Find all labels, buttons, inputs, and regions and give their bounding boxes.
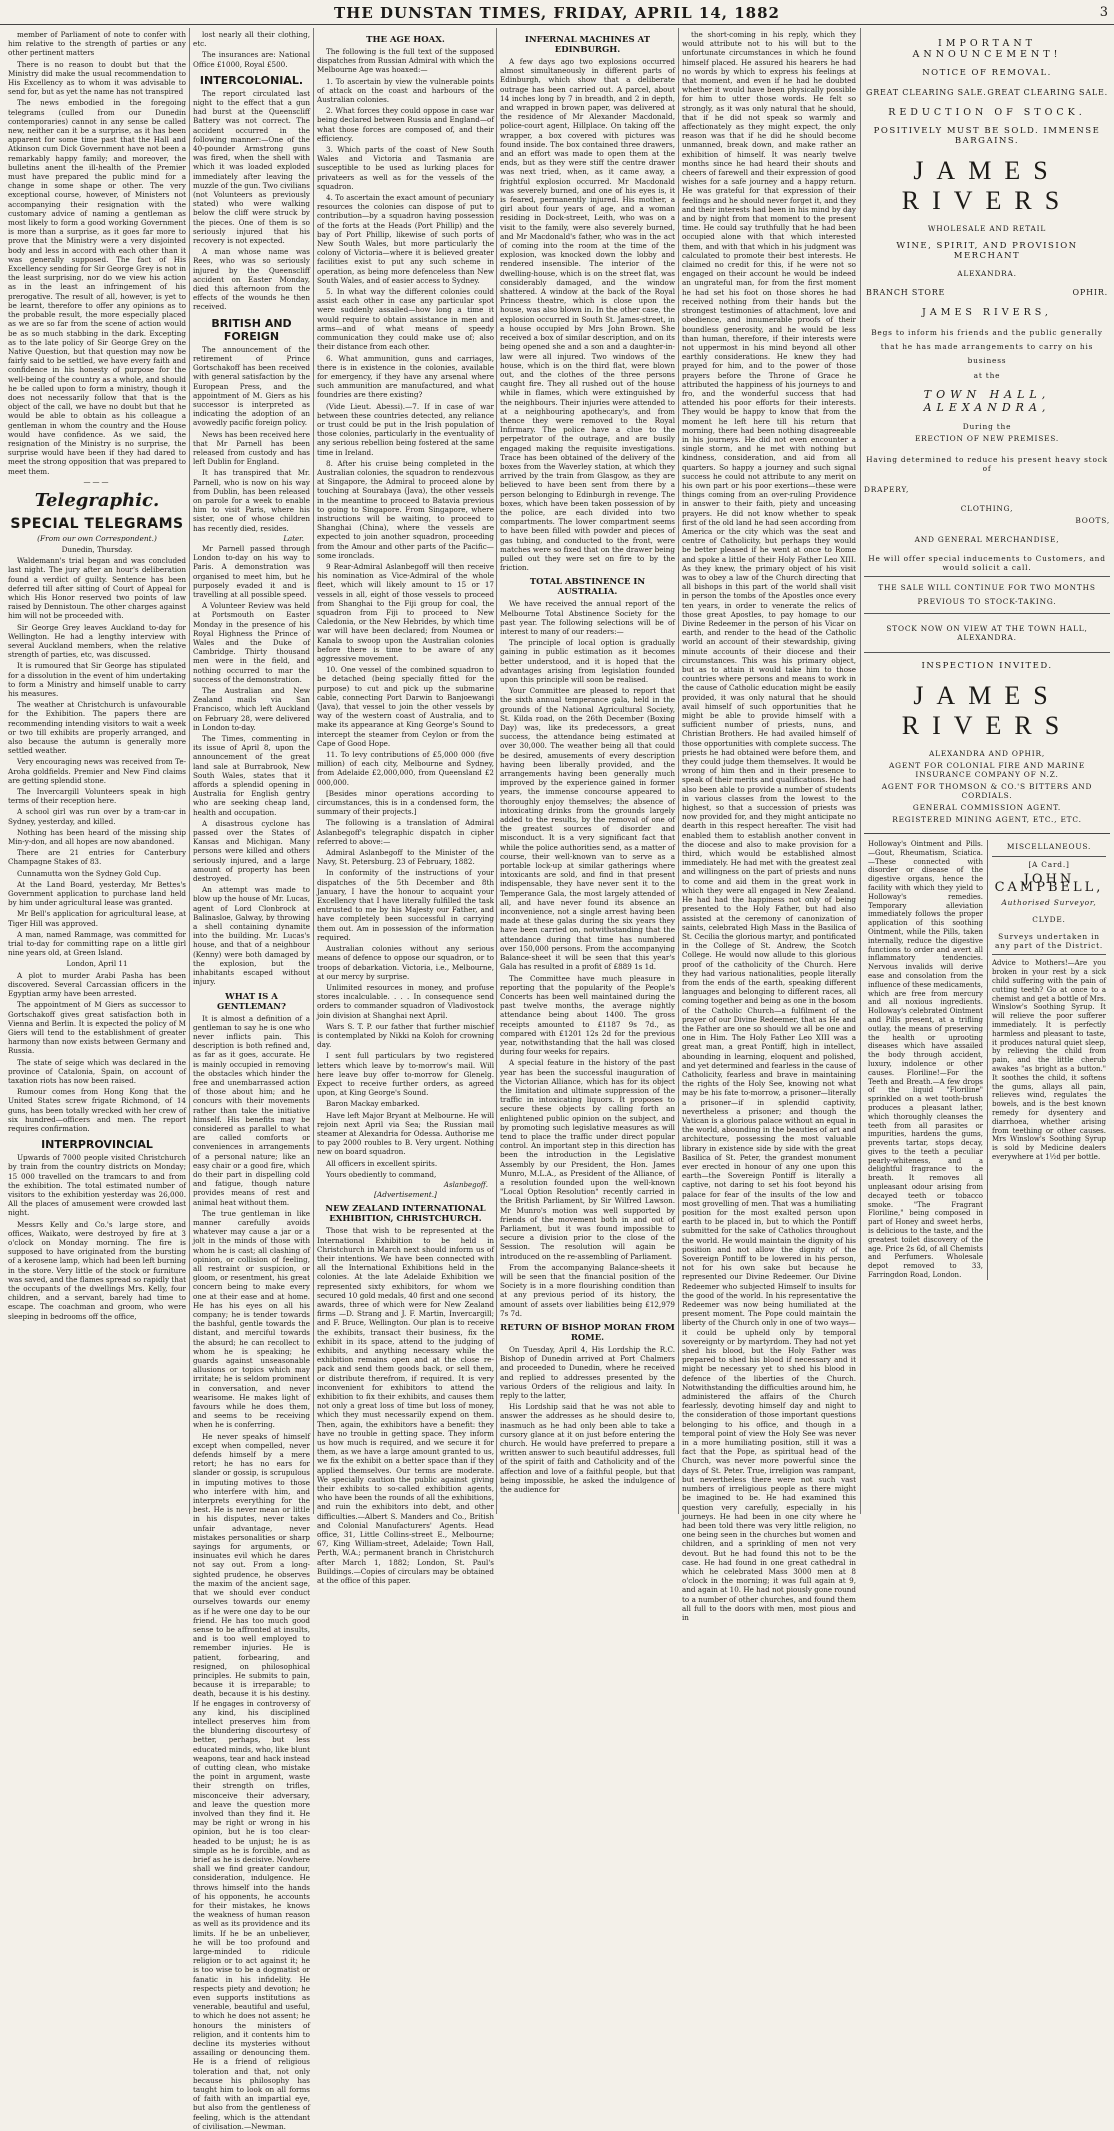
article-paragraph: Wars S. T. P. our father that further mischief is contemplated by Nikki na Koloh for crowning day. — [317, 1022, 494, 1050]
article-paragraph: A plot to murder Arabi Pasha has been discovered. Several Carcassian officers in the Egyptian army have been arrested. — [8, 971, 186, 999]
agent-bitters: AGENT FOR THOMSON & CO.'S BITTERS AND CORDIALS. — [864, 782, 1110, 800]
john-campbell-name: JOHN CAMPBELL, — [992, 876, 1106, 894]
alexandra-ophir: ALEXANDRA AND OPHIR, — [864, 749, 1110, 758]
article-paragraph: The state of seige which was declared in the province of Catalonia, Spain, on account of taxation riots has now been raised. — [8, 1058, 186, 1086]
exhibition-items — [317, 1226, 494, 1585]
article-paragraph: A man whose name was Rees, who was so seriously injured by the Queenscliff accident on Easter Monday, died this afternoon from the effects of the wounds he then received. — [193, 247, 310, 311]
article-paragraph: Sir George Grey leaves Auckland to-day for Wellington. He had a lengthy interview with several Auckland members, when the relative strength of parties, etc, was discussed. — [8, 623, 186, 660]
agent-commission: GENERAL COMMISSION AGENT. — [864, 803, 1110, 812]
article-paragraph: 8. After his cruise being completed in the Australian colonies, the squadron to rendezvous at Singapore, the Admiral to proceed alone by touching at Sourabaya (Java), the other vessels in the meantime to proceed to Batavia previous to going to Singapore. From Singapore, where instructions will be waiting, to proceed to Shanghai (China), where the vessels are expected to join another squadron, proceeding from the Amour and other parts of the Pacific—some ironclads. — [317, 459, 494, 560]
later-items — [193, 544, 310, 987]
article-paragraph: member of Parliament of note to confer with him relative to the strength of parties or any other pertinent matters — [8, 30, 186, 58]
moran-continued — [682, 30, 856, 1622]
london-items — [8, 971, 186, 1133]
article-paragraph: A special feature in the history of the past year has been the successful inauguration of the Victorian Alliance, which has for its object the limitation and ultimate suppression of the traffic in intoxicating liquors. It proposes to secure these objects by calling forth an enlightened public opinion on the subject, and by promoting such legislative measures as will tend to place the traffic under direct popular control. An important step in this direction has been the introduction in the Legislative Assembly by our President, the Hon. James Munro, M.L.A., as President of the Alliance, of a resolution founded upon the well-known "Local Option Resolution" recently carried in the British Parliament, by Sir Wilfred Lawson. Mr Munro's motion was well supported by friends of the movement both in and out of Parliament, but it was found impossible to secure a division prior to the close of the Session. The resolution will again be introduced on the re-assembling of Parliament. — [500, 1058, 675, 1260]
article-paragraph: The Times, commenting in its issue of April 8, upon the announcement of the great land sale at Burrabrook, New South Wales, states that it affords a splendid opening in Australia for English gentry who are seeking cheap land, health and occupation. — [193, 734, 310, 817]
article-paragraph: On Tuesday, April 4, His Lordship the R.C. Bishop of Dunedin arrived at Port Chalmers and proceeded to Dunedin, where he received and replied to addresses presented by the various Orders of the religious and laity. In reply to the latter, — [500, 1345, 675, 1400]
column-1 — [8, 30, 186, 1512]
article-paragraph: A few days ago two explosions occurred almost simultaneously in different parts of Edinburgh, which show that a deliberate outrage has been carried out. A parcel, about 14 inches long by 7 in breadth, and 2 in depth, and wrapped in brown paper, was delivered at the residence of Mr Alexander Macdonald, police-court agent, Hillplace. On taking off the wrapper, a box covered with pictures was found inside. The box contained three drawers, and an effort was made to open them at the ends, but as they were stiff the centre drawer was next tried, when, as it came away, a frightful explosion occurred. Mr Macdonald was severely burned, and one of his eyes is, it is feared, permanently injured. His mother, a girl about four years of age, and a woman residing in Dock-street, Leith, who was on a visit to the family, were also severely burned, and Mr Macdonald's father, who was in the act of coming into the room at the time of the explosion, was knocked down the lobby and rendered insensible. The interior of the dwelling-house, which is on the street flat, was considerably damaged, and the window shattered. A window at the back of the Royal Princess theatre, which is close upon the house, was also blown in. In the other case, the explosion occurred in South St. James-street, in a house occupied by Mrs John Brown. She received a box of similar description, and on its being opened she and a son and a daughter-in-law were all injured. Two windows of the house, which is on the third flat, were blown out, and the clothes of the three persons caught fire. They all rushed out of the house while in flames, which were extinguished by the neighbours. Their injuries were attended to at a neighbouring apothecary's, and from thence they were removed to the Royal Infirmary. The police have a clue to the perpetrator of the outrage, and are busily engaged making the requisite investigations. Trace has been obtained of the delivery of the boxes from the Waverley station, at which they arrived by the train from Glasgow, as they are believed to have been sent from there by a person belonging to Edinburgh in revenge. The boxes, which have been taken possession of by the police, are each divided into two compartments. The lower compartment seems to have been filled with powder and pieces of gas tubing, and conducted to the front, were matches were so fixed that on the drawer being pulled out they were set on fire to by the friction. — [500, 57, 675, 572]
branch-store-label: BRANCH STORE — [866, 288, 945, 297]
article-paragraph: A Volunteer Review was held at Portsmouth on Easter Monday in the presence of his Royal Highness the Prince of Wales and the Duke of Cambridge. Thirty thousand men were in the field, and nothing occurred to mar the success of the demonstration. — [193, 601, 310, 684]
article-paragraph: The following is the full text of the supposed dispatches from Russian Admiral with which the Melbourne Age was hoaxed:— — [317, 47, 494, 75]
ornament-divider: ——— — [8, 478, 186, 486]
having-determined: Having determined to reduce his present heavy stock of — [864, 455, 1110, 473]
article-paragraph: 4. To ascertain the exact amount of pecuniary resources the colonies can dispose of put to contribution—by a squadron having possession of the forts at the Heads (Port Phillip) and the bay of Port Phillip, likewise of such ports of New South Wales, but more particularly the colony of Victoria—where it is believed greater facilities exist to put any such scheme in operation, as being more defenceless than New South Wales, and of easier access to Sydney. — [317, 193, 494, 285]
surveyor-title: Authorised Surveyor, — [992, 899, 1106, 908]
mothers-advert: Advice to Mothers!—Are you broken in your rest by a sick child suffering with the pain of cutting teeth? Go at once to a chemist and get a bottle of Mrs. Winslow's Soothing Syrup. It will relieve the poor sufferer immediately. It is perfectly harmless and pleasant to taste, it produces natural quiet sleep, by relieving the child from pain, and the little cherub awakes "as bright as a button." It soothes the child, it softens the gums, allays all pain, relieves wind, regulates the bowels, and is the best known remedy for dysentery and diarrhoea, whether arising from teething or other causes. Mrs Winslow's Soothing Syrup is sold by Medicine dealers everywhere at 1½d per bottle. — [992, 959, 1106, 1161]
article-paragraph: Cunnamutta won the Sydney Gold Cup. — [8, 869, 186, 878]
infernal-machines-heading: INFERNAL MACHINES AT EDINBURGH. — [500, 35, 675, 55]
article-paragraph: A man, named Rammage, was committed for trial to-day for committing rape on a little girl nine years old, at Green Island. — [8, 930, 186, 958]
branch-ophir-label: OPHIR. — [1073, 288, 1108, 297]
general-merchandise: AND GENERAL MERCHANDISE, — [864, 535, 1110, 544]
holloway-advert: Holloway's Ointment and Pills.—Gout, Rheumatism, Sciatica.—These connected with disorder or disease of the digestive organs, hence the facility with which they yield to Holloway's remedies. Temporary alleviation immediately follows the proper application of this soothing Ointment, while the Pills, taken internally, reduce the digestive functions to order and avert all inflammatory tendencies. Nervous invalids will derive ease and consolation from the influence of these medicaments, which are free from mercury and all noxious ingredients. Holloway's celebrated Ointment and Pills present, at a trifling outlay, the means of preserving the health or uprooting diseases which have assailed the body through accident, luxury, indolence or other causes. Floriline!—For the Teeth and Breath.—A few drops of the liquid "Floriline" sprinkled on a wet tooth-brush produces a pleasant lather, which thoroughly cleanses the teeth from all parasites or impurities, hardens the gums, prevents tartar, stops decay, gives to the teeth a peculiar pearly-whiteness, and a delightful fragrance to the breath. It removes all unpleasant odour arising from decayed teeth or tobacco smoke. "The Fragrant Floriline," being composed in part of Honey and sweet herbs, is delicious to the taste, and the greatest toilet discovery of the age. Price 2s 6d, of all Chemists and Perfumers. Wholesale depot removed to 33, Farringdon Road, London. — [864, 840, 987, 1280]
agent-insurance: AGENT FOR COLONIAL FIRE AND MARINE INSURANCE COMPANY OF N.Z. — [864, 761, 1110, 779]
gentleman-items — [193, 1014, 310, 2131]
article-paragraph: There is no reason to doubt but that the Ministry did make the usual recommendation to His Excellency as to whom it was advisable to send for, but as yet the name has not transpired — [8, 60, 186, 97]
advert-rule — [864, 613, 1110, 614]
james-rivers-sub: JAMES RIVERS, — [864, 307, 1110, 318]
article-paragraph: lost nearly all their clothing, etc. — [193, 30, 310, 48]
advert-rule — [864, 576, 1110, 577]
column-3 — [317, 30, 494, 1512]
during-the: During the — [864, 422, 1110, 431]
article-paragraph: 3. Which parts of the coast of New South Wales and Victoria and Tasmania are susceptible to be used as lurking places for privateers as well as for the vessels of the squadron. — [317, 145, 494, 191]
article-paragraph: We have received the annual report of the Melbourne Total Abstinence Society for the past year. The following selections will be of interest to many of our readers:— — [500, 599, 675, 636]
clearing-sale-right: GREAT CLEARING SALE. — [987, 88, 1108, 97]
article-paragraph: He never speaks of himself except when compelled, never defends himself by a mere retort; he has no ears for slander or gossip, is scrupulous in imputing motives to those who interfere with him, and interprets everything for the best. He is never mean or little in his disputes, never takes unfair advantage, never mistakes personalities or sharp sayings for arguments, or insinuates evil which he dares not say out. From a long-sighted prudence, he observes the maxim of the ancient sage, that we should ever conduct ourselves towards our enemy as if he were one day to be our friend. He has too much good sense to be affronted at insults, and is too well employed to remember injuries. He is patient, forbearing, and resigned, on philosophical principles. He submits to pain, because it is irreparable; to death, because it is his destiny. If he engages in controversy of any kind, his disciplined intellect preserves him from the blundering discourtesy of better, perhaps, but less educated minds, who, like blunt weapons, tear and hack instead of cutting clean, who mistake the point in argument, waste their strength on trifles, misconceive their adversary, and leave the question more involved than they find it. He may be right or wrong in his opinion, but he is too clear-headed to be unjust; he is as simple as he is forcible, and as brief as he is decisive. Nowhere shall we find greater candour, consideration, indulgence. He throws himself into the hands of his opponents, he accounts for their mistakes, he knows the weakness of human reason as well as its providence and its limits. If he be an unbeliever, he will be too profound and large-minded to ridicule religion or to act against it; he is too wise to be a dogmatist or fanatic in his infidelity. He respects piety and devotion; he even supports institutions as venerable, beautiful and useful, to which he does not assent; he honours the ministers of religion, and it contents him to decline its mysteries without assailing or denouncing them. He is a friend of religious toleration and that, not only because his philosophy has taught him to look on all forms of faith with an impartial eye, but also from the gentleness of feeling, which is the attendant of civilisation.—Newman. — [193, 1432, 310, 2131]
sale-continue: THE SALE WILL CONTINUE FOR TWO MONTHS PREVIOUS TO STOCK-TAKING. — [864, 581, 1110, 609]
surveys-note: Surveys undertaken in any part of the District. — [992, 933, 1106, 951]
branch-store-row — [866, 288, 1108, 297]
article-paragraph: The following is a translation of Admiral Aslanbegoff's telegraphic dispatch in cipher referred to above:— — [317, 818, 494, 846]
telegraphic-heading: Telegraphic. — [8, 491, 186, 511]
wine-spirit-merchant: WINE, SPIRIT, AND PROVISION MERCHANT — [864, 241, 1110, 261]
article-paragraph: (Vide Lieut. Abessi).—7. If in case of war between these countries detected, any reliance or trust could be put in the Irish population of those colonies, particularly in the eventuality of any serious rebellion being fostered at the same time in Ireland. — [317, 402, 494, 457]
special-telegrams-heading: SPECIAL TELEGRAMS — [8, 516, 186, 532]
advertisement-label: [Advertisement.] — [317, 1190, 494, 1199]
begs-to-inform: Begs to inform his friends and the public generally that he has made arrangements to carry on his business — [864, 326, 1110, 368]
article-paragraph: It is almost a definition of a gentleman to say he is one who never inflicts pain. This description is both refined and, as far as it goes, accurate. He is mainly occupied in removing the obstacles which hinder the free and unembarrassed action of those about him; and he concurs with their movements rather than take the initiative himself. His benefits may be considered as parallel to what are called comforts or conveniences in arrangements of a personal nature; like an easy chair or a good fire, which do their part in dispelling cold and fatigue, though nature provides means of rest and animal heat without them. — [193, 1014, 310, 1207]
article-paragraph: Have left Major Bryant at Melbourne. He will rejoin next April via Sea; the Russian mail steamer at Alexandria for Odessa. Authorise me to pay 2000 roubles to B. Very urgent. Nothing new on board squadron. — [317, 1111, 494, 1157]
infernal-items — [500, 57, 675, 572]
card-label: [A Card.] — [992, 861, 1106, 870]
important-announcement: IMPORTANT ANNOUNCEMENT! — [864, 38, 1110, 60]
article-paragraph: The insurances are: National Office £1000, Royal £500. — [193, 50, 310, 68]
interprovincial-heading: INTERPROVINCIAL — [8, 1138, 186, 1151]
erection-new-premises: ERECTION OF NEW PREMISES. — [864, 434, 1110, 443]
signature: Aslanbegoff. — [317, 1181, 488, 1190]
article-paragraph: The appointment of M Giers as successor to Gortschakoff gives great satisfaction both in Vienna and Berlin. It is expected the policy of M Giers will tend to the establishment of greater harmony than now exists between Germany and Russia. — [8, 1000, 186, 1055]
wholesale-retail: WHOLESALE AND RETAIL — [864, 224, 1110, 233]
article-paragraph: Mr Bell's application for agricultural lease, at Tiger Hill was approved. — [8, 909, 186, 927]
intro-paragraphs — [8, 30, 186, 476]
special-inducements: He will offer special inducements to Customers, and would solicit a call. — [864, 554, 1110, 572]
article-paragraph: Mr Parnell passed through London to-day on his way to Paris. A demonstration was organised to meet him, but he purposely evaded it and is travelling at all possible speed. — [193, 544, 310, 599]
advert-rule — [992, 856, 1106, 857]
column-rule — [860, 28, 861, 1514]
article-paragraph: 6. What ammunition, guns and carriages, there is in existence in the colonies, available for emergency, if they have any arsenal where such ammunition are manufactured, and what foundries are there existing? — [317, 354, 494, 400]
james-rivers-advert — [864, 38, 1110, 834]
later-label: Later. — [193, 535, 304, 544]
article-paragraph: A school girl was run over by a tram-car in Sydney, yesterday, and killed. — [8, 807, 186, 825]
correspondent-note: (From our own Correspondent.) — [8, 534, 186, 543]
column-rule — [313, 28, 314, 1514]
article-paragraph: 9 Rear-Admiral Aslanbegoff will then receive his nomination as Vice-Admiral of the whole fleet, which will likely amount to 15 or 17 vessels in all, eight of those vessels to proceed from Shanghai to the Fiji group for coal, the squadron from Fiji to proceed to New Caledonia, or the New Hebrides, by which time war will have been declared; from Noumea or Kanala to swoop upon the Australian colonies before there is time to be aware of any aggressive movement. — [317, 562, 494, 663]
article-paragraph: I sent full particulars by two registered letters which leave by to-morrow's mail. Will here leave buy offer to-morrow for Glenelg. Expect to receive further orders, as agreed upon, at King George's Sound. — [317, 1051, 494, 1097]
article-paragraph: The report circulated last night to the effect that a gun had burst at the Queenscliff Battery was not correct. The accident occurred in the following manner:—One of the 40-pounder Armstrong guns was fired, when the shell with which it was loaded exploded immediately after leaving the muzzle of the gun. Two civilians (not Volunteers as previously stated) who were walking below the cliff were struck by the pieces. One of them is so seriously injured that his recovery is not expected. — [193, 89, 310, 245]
interprovincial-items — [8, 1153, 186, 1321]
miscellaneous-heading: MISCELLANEOUS. — [992, 843, 1106, 852]
article-paragraph: 2. What forces they could oppose in case war being declared between Russia and England—of what those forces are composed of, and their efficiency. — [317, 106, 494, 143]
dateline-london: London, April 11 — [8, 959, 186, 968]
total-abstinence-heading: TOTAL ABSTINENCE IN AUSTRALIA. — [500, 577, 675, 597]
newspaper-title: THE DUNSTAN TIMES, FRIDAY, APRIL 14, 1882 — [0, 4, 1114, 22]
article-paragraph: Admiral Aslanbegoff to the Minister of the Navy, St. Petersburg. 23 of February, 1882. — [317, 848, 494, 866]
positively-sold: POSITIVELY MUST BE SOLD. IMMENSE BARGAINS. — [864, 126, 1110, 146]
agent-mining: REGISTERED MINING AGENT, ETC., ETC. — [864, 815, 1110, 824]
abstinence-items — [500, 599, 675, 1318]
article-paragraph: The news embodied in the foregoing telegrams (culled from our Dunedin contemporaries) cannot in any sense be called new, neither can it be a surprise, as it has been apparent for some time past that the Hall and Atkinson cum Dick Government have not been a remarkably happy family; and moreover, the bulletins anent the ill-health of the Premier must have prepared the public mind for a change in some shape or other. The very exceptional course, however, of Ministers not accompanying their resignation with the customary advice of naming a gentleman as most likely to form a good working Government is more than a surprise, as it goes far more to prove that the Ministry were a very disjointed body and less in accord with each other than it was generally supposed. The fact of His Excellency sending for Sir George Grey is not in the least surprising, nor do we view his action as in the least an infringement of his prerogative. The result of all, however, is yet to be learnt, therefore to offer any opinions as to the probable result, the more especially placed as we are so far from the scene of action would be as so much stabbing in the dark. Excepting as to the late policy of Sir George Grey on the Native Question, but that question may now be fairly said to be settled, we have every faith and confidence in his honesty of purpose for the well-being of the country as a whole, and should he be called upon to form a ministry, though it does not necessarily follow that that is the object of the call, we have no doubt but that he would be able to obtain as his colleague a gentleman in whom the country and the House would have confidence. As we said, the resignation of the Ministry is no surprise, the surprise would have been if they had dared to meet the strong opposition that was prepared to meet them. — [8, 98, 186, 475]
article-paragraph: The Committee have much pleasure in reporting that the popularity of the People's Concerts has been well maintained during the past twelve months, the average nightly attendance being about 1400. The gross receipts amounted to £1187 9s 7d., as compared with £1201 12s 2d for the previous year, notwithstanding that the hall was closed during four weeks for repairs. — [500, 974, 675, 1057]
column-4 — [500, 30, 675, 1512]
exhibition-heading: NEW ZEALAND INTERNATIONAL EXHIBITION, CHRISTCHURCH. — [317, 1204, 494, 1224]
miscellaneous-section — [987, 840, 1110, 1280]
intercolonial-heading: INTERCOLONIAL. — [193, 74, 310, 87]
stock-on-view: STOCK NOW ON VIEW AT THE TOWN HALL, ALEXANDRA. — [864, 624, 1110, 642]
moran-items — [500, 1345, 675, 1494]
article-paragraph: 11. To levy contributions of £5,000 000 (five million) of each city, Melbourne and Sydney, from Adelaide £2,000,000, from Queensland £2 000,000. — [317, 750, 494, 787]
advertisement-column — [864, 30, 1110, 1513]
james-rivers-name: JAMES RIVERS — [864, 156, 1110, 216]
article-paragraph: 5. In what way the different colonies could assist each other in case any particular spot were suddenly assailed—how long a time it would require to obtain assistance in men and arms—and of what means of speedy communication they could make use of; also their distance from each other. — [317, 287, 494, 351]
hoax-items — [317, 47, 494, 1179]
boots-label: BOOTS, — [864, 516, 1110, 525]
article-paragraph: It is rumoured that Sir George has stipulated for a dissolution in the event of him undertaking to form a Ministry and himself unable to carry his measures. — [8, 661, 186, 698]
column-2 — [193, 30, 310, 1512]
article-paragraph: All officers in excellent spirits. — [317, 1159, 494, 1168]
article-paragraph: Upwards of 7000 people visited Christchurch by train from the country districts on Monday; 15 000 travelled on the tramcars to and from the exhibition. The total estimated number of visitors to the exhibition yesterday was 26,000. All the places of amusement were crowded last night. — [8, 1153, 186, 1217]
article-paragraph: Messrs Kelly and Co.'s large store, and offices, Waikato, were destroyed by fire at 3 o'clock on Monday morning. The fire is supposed to have originated from the bursting of a kerosene lamp, which had been left burning in the store. Very little of the stock or furniture was saved, and the flames spread so rapidly that the occupants of the dwellings Mrs. Kelly, four children, and a servant, barely had time to escape. The coachman and groom, who were sleeping in bedrooms off the office, — [8, 1220, 186, 1321]
article-paragraph: It has transpired that Mr. Parnell, who is now on his way from Dublin, has been released on parole for a week to enable him to visit Paris, where his sister, one of whose children has recently died, resides. — [193, 468, 310, 532]
column-rule — [189, 28, 190, 1514]
continued-items — [193, 30, 310, 69]
article-paragraph: The Australian and New Zealand mails via San Francisco, which left Auckland on February 28, were delivered in London to-day. — [193, 686, 310, 732]
column-rule — [496, 28, 497, 1514]
page-number: 3 — [1100, 5, 1108, 20]
article-paragraph: News has been received here that Mr Parnell has been released from custody and has left Dublin for England. — [193, 430, 310, 467]
article-paragraph: The announcement of the retirement of Prince Gortschakoff has been received with general satisfaction by the European Press, and the appointment of M. Giers as his successor is interpreted as indicating the adoption of an avowedly pacific foreign policy. — [193, 345, 310, 428]
advert-rule — [864, 652, 1110, 653]
article-paragraph: The weather at Christchurch is unfavourable for the Exhibition. The papers there are recommending intending visitors to wait a week or two till exhibits are properly arranged, and also because the autumn is generally more settled weather. — [8, 700, 186, 755]
article-paragraph: From the accompanying Balance-sheets it will be seen that the financial position of the Society is in a more flourishing condition than at any previous period of its history, the amount of assets over liabilities being £12,979 7s 7d. — [500, 1263, 675, 1318]
age-hoax-heading: THE AGE HOAX. — [317, 35, 494, 45]
article-paragraph: Nothing has been heard of the missing ship Min-y-don, and all hopes are now abandoned. — [8, 828, 186, 846]
james-rivers-name-2: JAMES RIVERS — [864, 681, 1110, 741]
reduction-of-stock: REDUCTION OF STOCK. — [864, 107, 1110, 118]
lower-adverts — [864, 840, 1110, 1280]
bishop-moran-heading: RETURN OF BISHOP MORAN FROM ROME. — [500, 1323, 675, 1343]
article-paragraph: 1. To ascertain by view the vulnerable points of attack on the coast and harbours of the Australian colonies. — [317, 77, 494, 105]
clothing-label: CLOTHING, — [864, 504, 1110, 513]
article-paragraph: The true gentleman in like manner carefully avoids whatever may cause a jar or a jolt in the minds of those with whom he is cast; all clashing of opinion, or collision of feeling, all restraint or suspicion, or gloom, or resentment, his great concern being to make every one at their ease and at home. He has his eyes on all his company; he is tender towards the bashful, gentle towards the distant, and merciful towards the absurd; he can recollect to whom he is speaking; he guards against unseasonable allusions or topics which may irritate; he is seldom prominent in conversation, and never wearisome. He makes light of favours while he does them, and seems to be receiving when he is conferring. — [193, 1209, 310, 1430]
gentleman-heading: WHAT IS A GENTLEMAN? — [193, 992, 310, 1012]
article-paragraph: The principle of local option is gradually gaining in public estimation as it becomes better understood, and it is hoped that the advantages arising from legislation founded upon this principle will soon be realised. — [500, 638, 675, 684]
article-paragraph: At the Land Board, yesterday, Mr Bettes's Government application to purchase land held by him under agricultural lease was granted. — [8, 880, 186, 908]
drapery-label: DRAPERY, — [864, 485, 1110, 494]
article-paragraph: the short-coming in his reply, which they would attribute not to his will but to the unfortunate circumstances in which he found himself placed. He assured his hearers he had no words by which to express his feelings at that moment, and even if he had he doubted whether it would have been physically possible for him to utter those words. He felt so strongly, as it was only natural that he should, that if he did not speak so warmly and affectionately as they might expect, the only reason was that if he did he should become unmanned, break down, and make rather an exhibition of himself. It was nearly twelve months since he had heard their shouts and cheers of farewell and their expression of good wishes for a safe journey and a happy return. He was grateful for that expression of their feelings and he should never forget it, and they and their interests had been in his mind by day and by night from that moment to the present time. He could say truthfully that he had been occupied alone with that which interested them, and with that which in his judgment was calculated to promote their best interests. He claimed no credit for this, if he were not so engaged on their account he would be indeed an ungrateful man, for from the first moment he had set his foot on those shores he had received nothing from their hands but the strongest testimonies of attachment, love and obedience, and innumerable proofs of their boundless generosity, and he would be less than human, therefore, if their interests were not uppermost in his mind beyond all other earthly considerations. He knew they had prayed for him, and to the power of those prayers before the Throne of Grace he attributed the happiness of his journeys to and fro, and the wonderful success that had attended his poor efforts for their interests. They would be happy to know that from the moment he left here till his return that morning, there had been nothing disagreeable in his journeys. He did not even encounter a single storm, and he met with nothing but kindness, consideration, and aid from all quarters. So happy a journey and such signal success he could not attribute to any merit on his own part or his poor exertions—these were things coming from an over-ruling Providence in answer to their faith, piety and unceasing prayers. He did not know whether to speak first of the old land he had seen according from America or the city which was the seat and centre of Catholicity, but perhaps they would be better pleased if he went at once to Rome and spoke a little of their Holy Father Leo XIII. As they knew, the primary object of his visit was to obey a law of the Church directing that all bishops in this part of the world shall visit in person the tombs of the Apostles once every ten years, in order to venerate the relics of those great Apostles, to pay homage to our Divine Redeemer in the person of his Vicar on earth, and render to the head of the Catholic world an account of their stewardship, giving minute accounts of their diocese and their circumstances. This was his primary object, but as to attain it would take him to those countries where persons and means to work in the cause of Catholic education might be easily provided, it was only natural that he should avail himself of such opportunities that he might be able to provide himself with a sufficient number of priests, nuns, and Christian Brothers. He had availed himself of those opportunities with complete success. The priests he had obtained were before them, and they could judge them themselves. It would be wrong of him then and in their presence to speak of their merits and qualifications. He had also been able to provide a number of students in various classes from the lowest to the highest, so that a succession of priests was now provided for, and they might anticipate no dearth in this respect hereafter. The visit had enabled them to establish another convent in the diocese and also to make provision for a third, which would be established almost immediately. He had met with the greatest zeal and willingness on the part of priests and nuns to come and aid them in the great work in which they were all engaged in New Zealand. He had had the happiness not only of being presented to the Holy Father, but had also assisted at the ceremony of canonization of saints, celebrated High Mass in the Basilica of St. Cecilia the glorious martyr, and pontificated in the College of St. Andrew, the Scotch College. He would now allude to this glorious proof of the catholicity of the Church. Here they had various nationalities, people literally from the ends of the earth, speaking different languages and belonging to different races, all coming together and being as one in the bosom of the Catholic Church—a fulfilment of the prayer of our Divine Redeemer, that as He and the Father are one so should we all be one and one in Him. The Holy Father Leo XIII was a great man, a great Pontiff, high in intellect, abounding in learning, eloquent and polished, and yet determined and fearless in the cause of Catholicity, fearless and brave in maintaining the rights of the Holy See, knowing not what may be his fate to-morrow, a prisoner—literally a prisoner—if in splendid captivity, nevertheless a prisoner; and though the Vatican is a glorious palace without an equal in the world, abounding in the beauties of art and architecture, possessing the most valuable library in existence side by side with the great Basilica of St. Peter, the grandest monument ever erected in honour of any one upon this earth—the Sovereign Pontiff is literally a captive, not daring to set his foot beyond his palace for fear of the insults of the low and most grovelling of men. That was a humiliating position for the most exalted person upon earth to be placed in, but to which the Pontiff submitted for the sake of Catholics throughout the world. He would maintain the dignity of his position and not allow the dignity of the Sovereign Pontiff to be lowered in his person, not for his own sake but because he represented our Divine Redeemer. Our Divine Redeemer who subjected Himself to insults for the good of the world. In his representative the Redeemer was now being humiliated at the present moment. The Pope could maintain the liberty of the Church only in one of two ways—it could be upheld only by temporal sovereignty or by martyrdom. They had not yet shed his blood, but the Holy Father was prepared to shed his blood if necessary and it might be necessary yet to shed his blood in defence of the liberties of the Church. Notwithstanding the difficulties around him, he administered the affairs of the Church fearlessly, devoting himself day and night to the consideration of those important questions belonging to his office, and though in a temporal point of view the Holy See was never in a more humiliating position, still it was a fact that the Pope, as spiritual head of the Church, was never more powerful since the days of St. Peter. True, irreligion was rampant, but nevertheless there were not such vast numbers of irreligious people as there might be imagined to be. He had examined this question very carefully, especially in his journeys. He had been in one city where he had been told there was very little religion, no one being seen in the churches but women and children, and a sprinkling of men not very devout. But he had found this not to be the case. He had found in one great cathedral in which he celebrated Mass 3000 men at 8 o'clock in the morning; it was full again at 9, and again at 10. He had not piously gone round to a number of other churches, and found them all full to the doors with men, most pious and in — [682, 30, 856, 1622]
article-paragraph: There are 21 entries for Canterbury Champagne Stakes of 83. — [8, 848, 186, 866]
column-5 — [682, 30, 856, 1512]
clyde-label: CLYDE. — [992, 916, 1106, 925]
clearing-sale-left: GREAT CLEARING SALE. — [866, 88, 987, 97]
article-paragraph: Yours obediently to command, — [317, 1170, 494, 1179]
british-items — [193, 345, 310, 533]
article-paragraph: A disastrous cyclone has passed over the States of Kansas and Michigan. Many persons were killed and others seriously injured, and a large amount of property has been destroyed. — [193, 819, 310, 883]
british-foreign-heading: BRITISH AND FOREIGN — [193, 317, 310, 343]
article-paragraph: In conformity of the instructions of your dispatches of the 5th December and 8th January, I have the honour to acquaint your Excellency that I have literally fulfilled the task entrusted to me by his Majesty our Father, and have completely been successful in carrying them out. Am in possession of the information required. — [317, 868, 494, 942]
clearing-sale-row — [866, 88, 1108, 97]
article-paragraph: Your Committee are pleased to report that the sixth annual temperance gala, held in the grounds of the National Agricultural Society, St. Kilda road, on the 26th December (Boxing Day) was, like its predecessors, a great success, the attendance being estimated at over 30,000. The weather being all that could be desired, amusements of every description having been liberally provided, and the arrangements having been generally much improved by the experience gained in former years, the immense concourse appeared to thoroughly enjoy themselves; the absence of intoxicating drinks from the grounds largely added to the results, by the removal of one of the greatest sources of disorder and misconduct. It is a very significant fact that while the police authorities send, as a matter of course, their well-known van to serve as a portable lock-up at similar gatherings where intoxicants are sold, and find in that present indispensable, they have never sent it to the Temperance Gala, the most largely attended of all, and have never found its absence an inconvenience, not a single arrest having been made at these galas during the six years they have been carried on, notwithstanding that the attendance during that time has numbered over 150,000 persons. From the accompanying Balance-sheet it will be seen that this year's Gala has resulted in a profit of £889 1s 1d. — [500, 686, 675, 971]
article-paragraph: 10. One vessel of the combined squadron to be detached (being specially fitted for the purpose) to cut and pick up the submarine cable, connecting Port Darwin to Banjoewangi (Java), that vessel to join the other vessels by way of the western coast of Australia, and to make its appearance at King George's Sound to intercept the steamer from Ceylon or from the Cape of Good Hope. — [317, 665, 494, 748]
inspection-invited: INSPECTION INVITED. — [864, 661, 1110, 671]
article-paragraph: Rumour comes from Hong Kong that the United States screw frigate Richmond, of 14 guns, has been totally wrecked with her crew of six hundred—officers and men. The report requires confirmation. — [8, 1087, 186, 1133]
notice-of-removal: NOTICE OF REMOVAL. — [864, 68, 1110, 78]
article-paragraph: Very encouraging news was received from Te-Aroha goldfields. Premier and New Find claims are getting splendid stone. — [8, 757, 186, 785]
dateline-dunedin: Dunedin, Thursday. — [8, 545, 186, 554]
article-paragraph: Unlimited resources in money, and profuse stores incalculable. . . . In consequence send orders to commander squadron of Vladivostock join division at Shanghai next April. — [317, 983, 494, 1020]
article-paragraph: Baron Mackay embarked. — [317, 1099, 494, 1108]
article-paragraph: [Besides minor operations according to circumstances, this is in a condensed form, the summary of their projects.] — [317, 789, 494, 817]
at-the: at the — [864, 371, 1110, 380]
article-paragraph: Those that wish to be represented at the International Exhibition to be held in Christchurch in March next should inform us of their intentions. We have been connected with all the International Exhibitions held in the colonies. At the late Adelaide Exhibition we represented sixty exhibitors, for whom we secured 10 gold medals, 40 first and one second awards, three of which were for New Zealand firms —D. Strang and J. F. Martin, Invercargill; and F. Bruce, Wellington. Our plan is to receive the exhibits, transact their business, fix the exhibit in its space, attend to the judging of exhibits, and anything necessary while the exhibition remains open and at the close re-pack and send them goods back, or sell them, or distribute therefrom, if required. It is very inconvenient for exhibitors to attend the exhibition to fix their exhibits, and causes them not only a great loss of time but loss of money, which they must necessarily expend on them. Then, again, the exhibitors have a benefit: they have no trouble in getting space. They inform us how much is required, and we secure it for them, as we have a large amount granted to us, we fix the exhibit on a better space than if they applied themselves. Our terms are moderate. We specially caution the public against giving their exhibits to so-called exhibition agents, who have been the rounds of all the exhibitions, and ruin the exhibitors into debt, and other difficulties.—Albert S. Manders and Co., British and Colonial Manufacturers' Agents. Head office, 31, Little Collins-street E., Melbourne; 67, King William-street, Adelaide; Town Hall, Perth, W.A.; permanent branch in Christchurch after March 1, 1882; London, St. Paul's Buildings.—Copies of circulars may be obtained at the office of this paper. — [317, 1226, 494, 1585]
advert-rule — [992, 954, 1106, 955]
article-paragraph: Waldemann's trial began and was concluded last night. The jury after an hour's deliberation found a verdict of guilty. Sentence has been deferred till after sitting of Court of Appeal for which His Honor reserved two points of law raised by Dennistoun. The other charges against him will not be proceeded with. — [8, 556, 186, 620]
masthead — [0, 0, 1114, 25]
town-hall-alexandra: TOWN HALL, ALEXANDRA, — [864, 388, 1110, 414]
article-paragraph: Australian colonies without any serious means of defence to oppose our squadron, or to troops of debarkation. Victoria, i.e., Melbourne, at our mercy by surprise. — [317, 944, 494, 981]
column-rule — [678, 28, 679, 1514]
article-paragraph: His Lordship said that he was not able to answer the addresses as he should desire to, inasmuch as he had only been able to take a cursory glance at it on just before entering the church. He would have preferred to prepare a written answer to such beautiful addresses, full of the spirit of faith and Catholicity and of the affection and love of a faithful people, but that being impossible, he asked the indulgence of the audience for — [500, 1402, 675, 1494]
alexandra-label: ALEXANDRA. — [864, 269, 1110, 278]
telegram-items — [8, 556, 186, 957]
intercolonial-items — [193, 89, 310, 312]
article-paragraph: The Invercargill Volunteers speak in high terms of their reception here. — [8, 787, 186, 805]
article-paragraph: An attempt was made to blow up the house of Mr. Lucas, agent of Lord Clonbrock at Balinasloe, Galway, by throwing a shell containing dynamite into the building. Mr. Lucas's house, and that of a neighbour (Kenny) were both damaged by the explosion, but the inhabitants escaped without injury. — [193, 885, 310, 986]
